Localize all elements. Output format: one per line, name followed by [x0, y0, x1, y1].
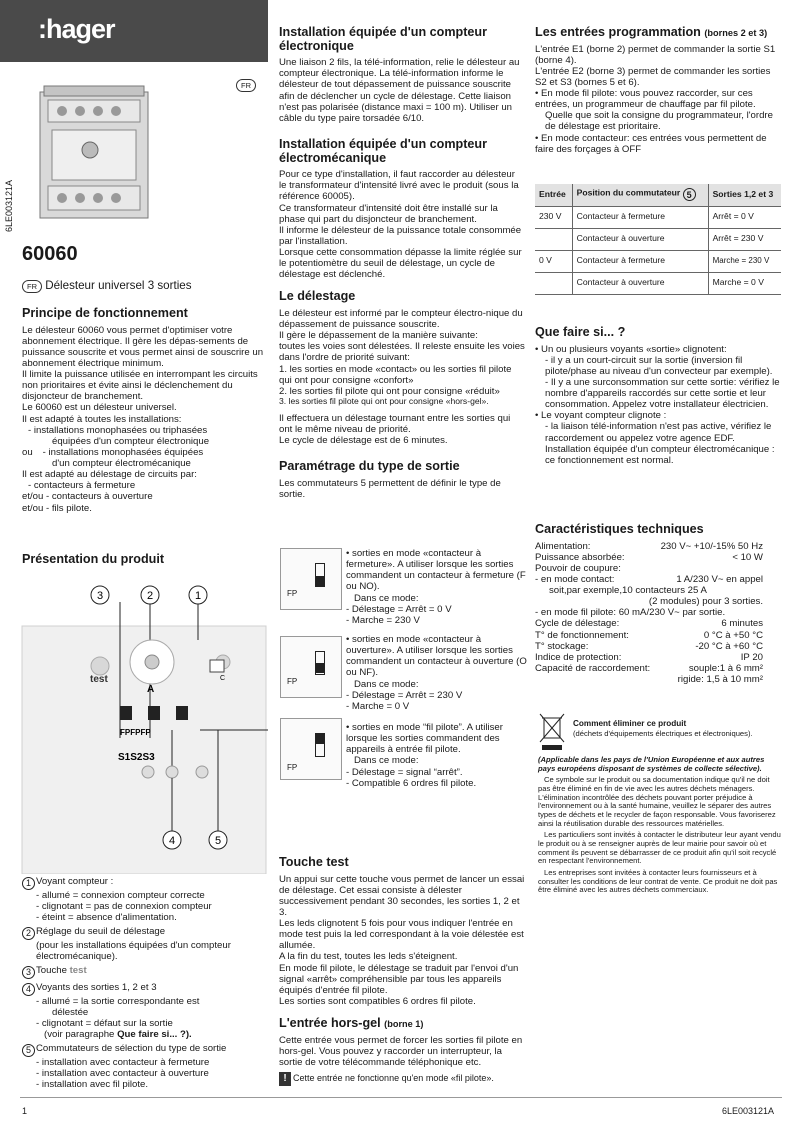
product-photo: [30, 78, 160, 228]
mode-fil-pilote-text: • sorties en mode “fil pilote”. A utiliser lorsque les sorties commandent des appareils à entrée fil pilote. Dans ce mode: - Délestage = signal “arrêt”. - Compatible 6 ordres fil pilote.: [346, 722, 503, 789]
language-badge: FR: [236, 79, 256, 92]
callout-1: 1: [194, 590, 202, 602]
column-2: Installation équipée d'un compteur électronique Une liaison 2 fils, la télé-information, relie le délesteur au compteur électronique. La télé-information informe le délesteur de tout dépassement de puissance souscrite afin de déclencher un cycle de délestage. Cette liaison n'est pas polarisée (distance maxi = 100 m). Utiliser un câble du type paire torsadée 6/10. Installation équipée d'un compteur électromécanique Pour ce type d'installation, il faut raccorder au délesteur le transformateur d'intensité livré avec le produit (sous la référence 60005). Ce transformateur d'intensité doit être installé sur la phase qui part du disjoncteur de branchement. Il informe le délesteur de la puissance totale consommée par l'installation. Lorsque cette consommation dépasse la limite réglée sur le potentiomètre du seuil de délestage, un cycle de délestage est déclenché. Le délestage Le délesteur est informé par le compteur électro-nique du dépassement de puissance souscrite. Il gère le dépassement de la manière suivante: toutes les voies sont délestées. Il releste ensuite les voies dans l'ordre de priorité suivant: 1. les sorties en mode «contact» ou les sorties fil pilote qui ont pour consigne «confort» 2. les sorties fil pilote qui ont pour consigne «réduit» 3. les sorties fil pilote qui ont pour consigne «hors-gel». Il effectuera un délestage tournant entre les sorties qui ont le même niveau de priorité. Le cycle de délestage est de 6 minutes. Paramétrage du type de sortie Les commutateurs 5 permettent de définir le type de sortie.: [279, 25, 525, 501]
weee-header: Comment éliminer ce produit (déchets d'équipements électriques et électroniques).: [573, 719, 753, 739]
crossed-bin-icon: [538, 712, 566, 752]
principe-title: Principe de fonctionnement: [22, 306, 188, 320]
dial-letter: A: [147, 684, 155, 695]
que-faire-section: Que faire si... ? • Un ou plusieurs voyants «sortie» clignotent: - il y a un court-circuit sur la sortie (inversion fil pilote/phase au niveau d'un convecteur par exemple). - Il y a une surconsommation sur cette sortie: vérifiez le nombre d'appareils raccordés sur cette sortie et leur consommation. Appelez votre installateur électricien. • Le voyant compteur clignote : - la liaison télé-information n'est pas active, vérifiez le raccordement ou appelez votre agence EDF. Installation équipée d'un compteur électromécanique : ce fonctionnement est normal.: [535, 326, 783, 466]
front-diagram: [20, 578, 268, 874]
hors-gel-title: L'entrée hors-gel (borne 1): [279, 1016, 424, 1031]
page-number: 1: [22, 1106, 28, 1116]
specs-title: Caractéristiques techniques: [535, 522, 704, 536]
product-title: FR Délesteur universel 3 sorties: [22, 279, 192, 293]
install-elec-title: Installation équipée d'un compteur électronique: [279, 25, 488, 53]
fp-label: FPFPFP: [120, 728, 151, 737]
legend: 1 Voyant compteur : - allumé = connexion compteur correcte - clignotant = pas de connexion compteur - éteint = absence d'alimentation. 2 Réglage du seuil de délestage (pour les installations équipées d'un compteur électromécanique). 3 Touche test 4 Voyants des sorties 1, 2 et 3 - allumé = la sortie correspondante est délestée - clignotant = défaut sur la sortie (voir paragraphe Que faire si... ?). 5 Commutateurs de sélection du type de sortie - installation avec contacteur à fermeture - installation avec contacteur à ouverture - installation avec fil pilote.: [22, 876, 270, 1090]
callout-3: 3: [96, 590, 104, 602]
specs-section: Caractéristiques techniques Alimentation: 230 V~ +10/-15% 50 Hz Puissance absorbée: < 10 W Pouvoir de coupure: - en mode contact: 1 A/230 V~ en appel soit,par exemple,10 contacteurs 25 A (2 modules) pour 3 sorties. - en mode fil pilote: 60 mA/230 V~ par sortie. Cycle de délestage: 6 minutes T° de fonctionnement: 0 °C à +50 °C T° stockage: -20 °C à +60 °C Indice de protection: IP 20 Capacité de raccordement: souple:1 à 6 mm² rigide: 1,5 à 10 mm²: [535, 522, 763, 686]
side-code: 6LE003121A: [4, 179, 14, 232]
callout-2: 2: [146, 590, 154, 602]
product-number: 60060: [22, 243, 78, 265]
delestage-title: Le délestage: [279, 289, 356, 304]
callout-4: 4: [168, 835, 176, 847]
footer-divider: [20, 1097, 782, 1098]
principe-section: Principe de fonctionnement Le délesteur 60060 vous permet d'optimiser votre abonnement électrique. Il gère les dépas-sements de puissance souscrite et vous permet ainsi de souscrire un abonnement électrique minimum. Il limite la puissance utilisée en interrompant les circuits non prioritaires et évite ainsi le déclenchement du disjoncteur de branchement. Le 60060 est un délesteur universel. Il est adapté à toutes les installations: - installations monophasées ou triphasées équipées d'un compteur électronique ou - installations monophasées équipées d'un compteur électromécanique Il est adapté au délestage de circuits par: - contacteurs à fermeture et/ou - contacteurs à ouverture et/ou - fils pilote.: [22, 307, 267, 514]
s-label: S1S2S3: [118, 752, 155, 763]
mode-ouverture-text: • sorties en mode «contacteur à ouverture». A utiliser lorsque les sorties commandent un contacteur à ouverture (O ou NF). Dans ce mode: - Délestage = Arrêt = 230 V - Marche = 0 V: [346, 634, 527, 712]
switch-diagram-fermeture: FP: [280, 548, 342, 610]
parametrage-title: Paramétrage du type de sortie: [279, 459, 460, 474]
callout-5: 5: [214, 835, 222, 847]
brand-logo: :hager: [38, 14, 115, 44]
que-faire-title: Que faire si... ?: [535, 325, 626, 339]
switch-diagram-fil-pilote: FP: [280, 718, 342, 780]
presentation-title: Présentation du produit: [22, 552, 165, 566]
switch-diagram-ouverture: FP: [280, 636, 342, 698]
c-label: C: [220, 675, 226, 682]
warning-icon: !: [279, 1072, 291, 1086]
programmation-title: Les entrées programmation (bornes 2 et 3): [535, 25, 768, 39]
config-table: Entrée Position du commutateur 5 Sorties 1,2 et 3 230 V Contacteur à fermeture Arrêt = 0 V Contacteur à ouverture Arrêt = 230 V 0 V Contacteur à fermeture Marche = 230 V Contacteur à ouverture Marche = 0 V: [535, 184, 781, 295]
touche-test-title: Touche test: [279, 855, 349, 869]
install-meca-title: Installation équipée d'un compteur électromécanique: [279, 136, 488, 165]
programmation-section: Les entrées programmation (bornes 2 et 3) L'entrée E1 (borne 2) permet de commander la sortie S1 (borne 4). L'entrée E2 (borne 3) permet de commander les sorties S2 et S3 (bornes 5 et 6). • En mode fil pilote: vous pouvez raccorder, sur ces entrées, un programmeur de chauffage par fil pilote. Quelle que soit la consigne du programmateur, l'ordre de délestage est prioritaire. • En mode contacteur: ces entrées vous permettent de faire des forçages à OFF: [535, 26, 783, 155]
footer-code: 6LE003121A: [722, 1106, 775, 1116]
weee-body: (Applicable dans les pays de l'Union Européenne et aux autres pays européens disposant de systèmes de collecte sélective). Ce symbole sur le produit ou sa documentation indique qu'il ne doit pas être éliminé en fin de vie avec les autres déchets ménagers. L'élimination incontrôlée des déchets pouvant porter préjudice à l'environnement ou à la santé humaine, veuillez le séparer des autres types de déchets et le recycler de façon responsable. Vous favoriserez ainsi la réutilisation durable des ressources matérielles. Les particuliers sont invités à contacter le distributeur leur ayant vendu le produit ou à se renseigner auprès de leur mairie pour savoir où et comment ils peuvent se débarrasser de ce produit afin qu'il soit recyclé en respectant l'environnement. Les entreprises sont invitées à contacter leurs fournisseurs et à consulter les conditions de leur contrat de vente. Ce produit ne doit pas être éliminé avec les autres déchets commerciaux.: [538, 755, 781, 895]
mode-fermeture-text: • sorties en mode «contacteur à fermeture». A utiliser lorsque les sorties commandent un contacteur à fermeture (F ou NO). Dans ce mode: - Délestage = Arrêt = 0 V - Marche = 230 V: [346, 548, 526, 626]
test-label: test: [90, 674, 108, 685]
touche-test-section: Touche test Un appui sur cette touche vous permet de lancer un essai de délestage. Cet essai consiste à délester successivement pendant 30 secondes, les sorties 1, 2 et 3. Les leds clignotent 5 fois pour vous indiquer l'entrée en mode test puis la led correspondant à la voie délestée est allumée. A la fin du test, toutes les leds s'éteignent. En mode fil pilote, le délestage se traduit par l'envoi d'un signal «arrêt» compréhensible par tous les appareils équipés d'entrée fil pilote. Les sorties sont compatibles 6 ordres fil pilote. L'entrée hors-gel (borne 1) Cette entrée vous permet de forcer les sorties fil pilote en hors-gel. Vous pouvez y raccorder un interrupteur, la sortie de votre télécommande téléphonique etc. ! Cette entrée ne fonctionne qu'en mode «fil pilote».: [279, 855, 525, 1085]
